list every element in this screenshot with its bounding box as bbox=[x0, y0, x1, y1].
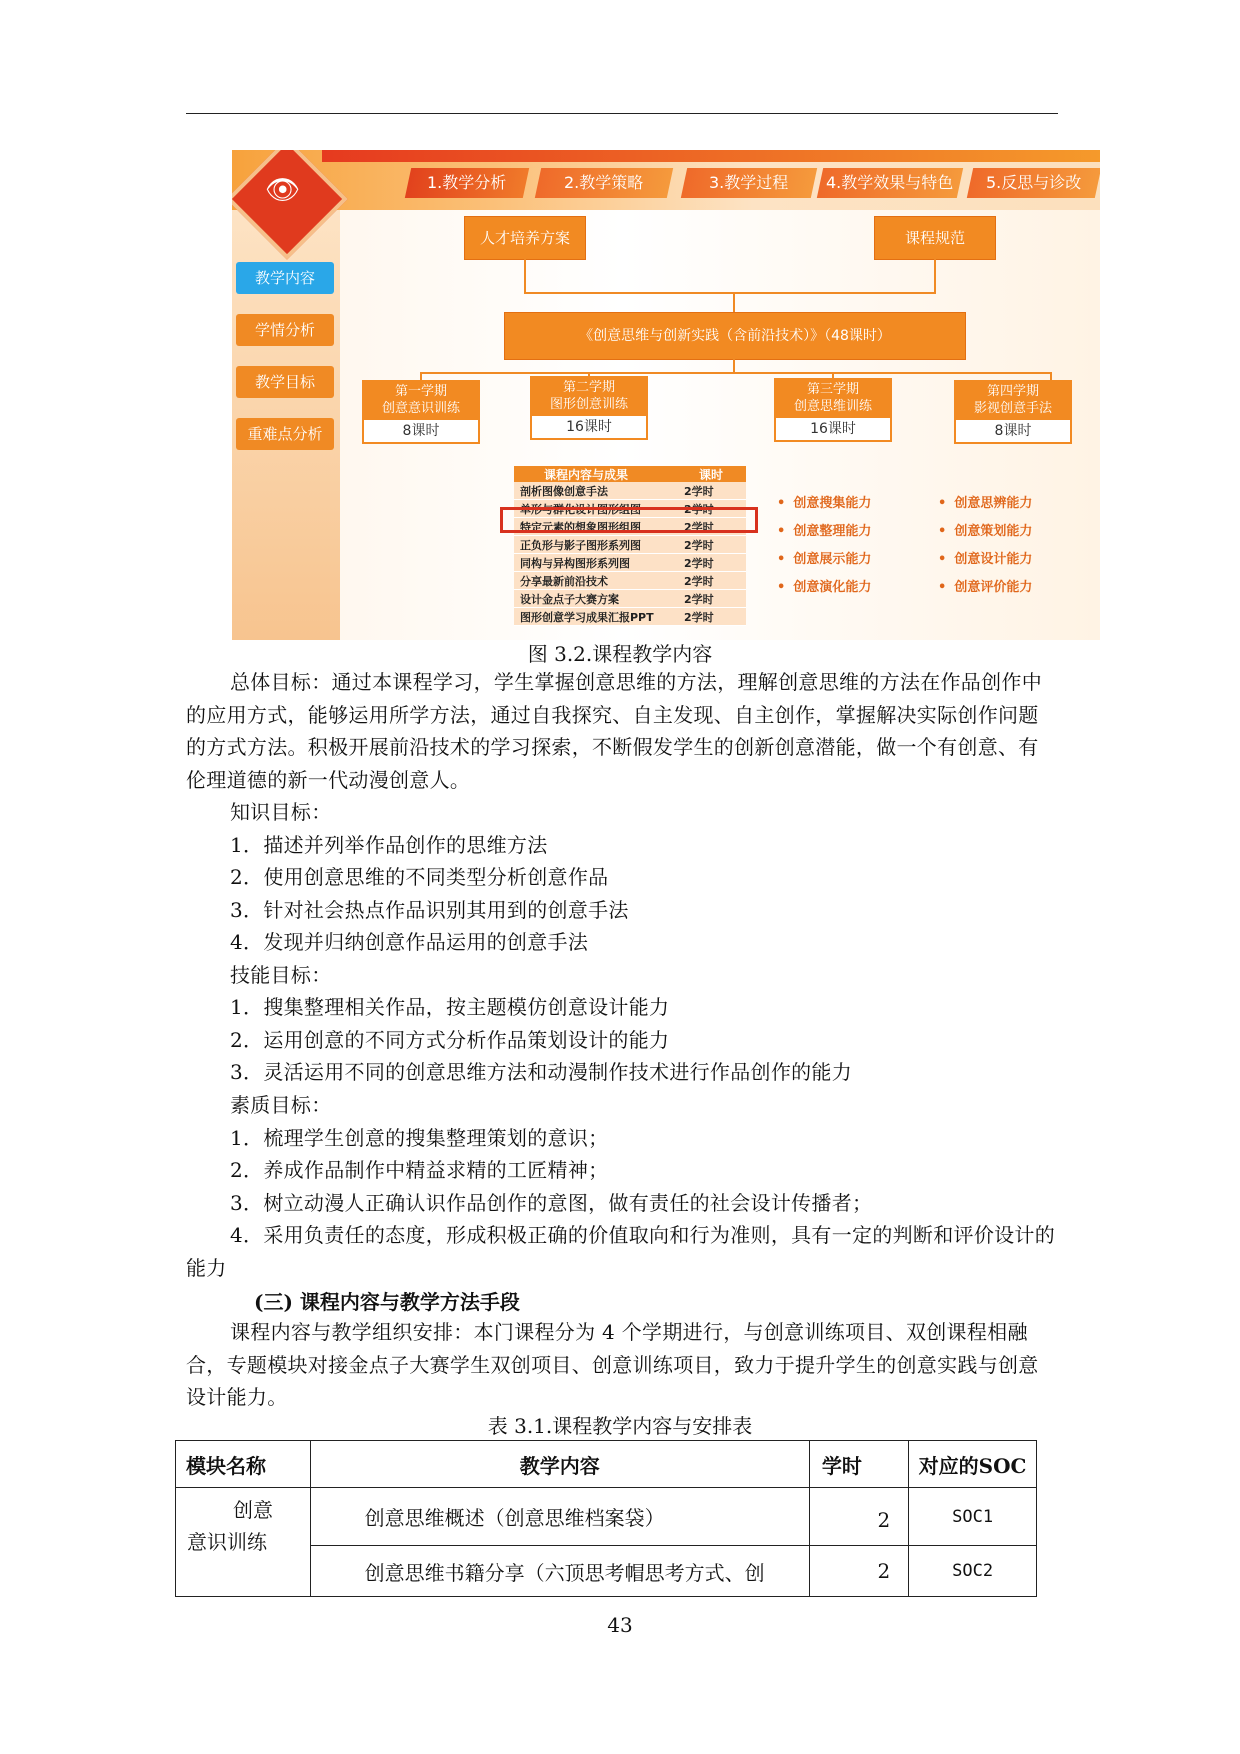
ability-item: • 创意策划能力 bbox=[938, 520, 1032, 539]
list-item: 1．搜集整理相关作品，按主题模仿创意设计能力 bbox=[230, 995, 670, 1019]
ability-item: • 创意搜集能力 bbox=[777, 492, 871, 511]
content-row: 设计金点子大赛方案 2学时 bbox=[514, 590, 746, 608]
section-heading: (三) 课程内容与教学方法手段 bbox=[254, 1290, 520, 1314]
col-soc: 对应的SOC bbox=[909, 1441, 1037, 1488]
connector bbox=[733, 292, 735, 312]
side-button-teaching-goals[interactable]: 教学目标 bbox=[236, 366, 334, 398]
list-item: 3．针对社会热点作品识别其用到的创意手法 bbox=[230, 898, 629, 922]
semester-4: 第四学期 影视创意手法 8课时 bbox=[954, 380, 1072, 446]
content-row: 剖析图像创意手法 2学时 bbox=[514, 482, 746, 500]
content-row: 正负形与影子图形系列图 2学时 bbox=[514, 536, 746, 554]
connector bbox=[524, 258, 526, 292]
tab-reflection[interactable]: 5.反思与诊改 bbox=[967, 168, 1100, 198]
course-table bbox=[175, 1440, 1037, 1597]
table-caption: 表 3.1.课程教学内容与安排表 bbox=[487, 1414, 753, 1438]
content-cell: 创意思维书籍分享（六顶思考帽思考方式、创 bbox=[310, 1546, 809, 1597]
list-item: 3．树立动漫人正确认识作品创作的意图，做有责任的社会设计传播者； bbox=[230, 1191, 873, 1215]
connector bbox=[420, 372, 1052, 374]
content-row: 图形创意学习成果汇报PPT 2学时 bbox=[514, 608, 746, 626]
table-row bbox=[176, 1488, 1037, 1546]
quality-heading: 素质目标： bbox=[230, 1093, 332, 1117]
content-row: 单形与群化设计图形组图 2学时 bbox=[514, 500, 746, 518]
eye-icon: 👁 bbox=[265, 173, 301, 206]
tab-teaching-strategy[interactable]: 2.教学策略 bbox=[535, 168, 673, 198]
course-title-box: 《创意思维与创新实践（含前沿技术）》（48课时） bbox=[504, 312, 966, 360]
list-item: 2．养成作品制作中精益求精的工匠精神； bbox=[230, 1158, 609, 1182]
ability-item: • 创意整理能力 bbox=[777, 520, 871, 539]
overall-goal-paragraph: 总体目标：通过本课程学习，学生掌握创意思维的方法，理解创意思维的方法在作品创作中的应用方式，能够运用所学方法，通过自我探究、自主发现、自主创作，掌握解决实际创作问题的方式方法。积极开展前沿技术的学习探索，不断假发学生的创新创意潜能，做一个有创意、有伦理道德的新一代动漫创意人。 bbox=[186, 670, 1042, 792]
list-item: 1．梳理学生创意的搜集整理策划的意识； bbox=[230, 1126, 609, 1150]
semester-1: 第一学期 创意意识训练 8课时 bbox=[362, 380, 480, 446]
page-number: 43 bbox=[607, 1613, 633, 1637]
content-row: 同构与异构图形系列图 2学时 bbox=[514, 554, 746, 572]
content-table: 课程内容与成果 课时 剖析图像创意手法 2学时 单形与群化设计图形组图 2学时 特定元素的想象图形组图 2学时 正负形与影子图形系列图 2学时 同构与异构图形系列图 2学时 分享最新前沿技术 2学时 设计金点子大赛方案 2学时 图形创意学习成果汇报PPT 2学时 bbox=[514, 466, 746, 626]
col-content: 教学内容 bbox=[310, 1441, 809, 1488]
tab-teaching-analysis[interactable]: 1.教学分析 bbox=[405, 168, 529, 198]
table-header-row bbox=[176, 1441, 1037, 1488]
course-content-figure bbox=[232, 150, 1100, 640]
ability-item: • 创意演化能力 bbox=[777, 576, 871, 595]
skill-heading: 技能目标： bbox=[230, 963, 332, 987]
list-item: 2．使用创意思维的不同类型分析创意作品 bbox=[230, 865, 609, 889]
side-button-key-points[interactable]: 重难点分析 bbox=[236, 418, 334, 450]
arrangement-paragraph: 课程内容与教学组织安排：本门课程分为 4 个学期进行，与创意训练项目、双创课程相融合，专题模块对接金点子大赛学生双创项目、创意训练项目，致力于提升学生的创意实践与创意设计能力。 bbox=[186, 1320, 1039, 1410]
ability-item: • 创意评价能力 bbox=[938, 576, 1032, 595]
list-item: 4．发现并归纳创意作品运用的创意手法 bbox=[230, 930, 589, 954]
hours-cell: 2 bbox=[809, 1488, 908, 1546]
side-button-teaching-content[interactable]: 教学内容 bbox=[236, 262, 334, 294]
hours-cell: 2 bbox=[809, 1546, 908, 1597]
highlight-box bbox=[500, 507, 758, 533]
connector bbox=[524, 292, 936, 294]
ability-item: • 创意设计能力 bbox=[938, 548, 1032, 567]
module-cell: 创意 意识训练 bbox=[176, 1488, 311, 1597]
soc-cell: SOC1 bbox=[909, 1488, 1037, 1546]
soc-cell: SOC2 bbox=[909, 1546, 1037, 1597]
header-rule bbox=[186, 113, 1058, 114]
ability-item: • 创意思辨能力 bbox=[938, 492, 1032, 511]
quality-item-4: 4．采用负责任的态度，形成积极正确的价值取向和行为准则，具有一定的判断和评价设计的能力 bbox=[186, 1223, 1056, 1280]
list-item: 2．运用创意的不同方式分析作品策划设计的能力 bbox=[230, 1028, 670, 1052]
tab-teaching-effect[interactable]: 4.教学效果与特色 bbox=[817, 168, 963, 198]
tab-teaching-process[interactable]: 3.教学过程 bbox=[681, 168, 817, 198]
side-button-learner-analysis[interactable]: 学情分析 bbox=[236, 314, 334, 346]
semester-2: 第二学期 图形创意训练 16课时 bbox=[530, 376, 648, 442]
content-row: 分享最新前沿技术 2学时 bbox=[514, 572, 746, 590]
col-hours: 学时 bbox=[809, 1441, 908, 1488]
connector bbox=[733, 358, 735, 372]
connector bbox=[934, 258, 936, 292]
semester-3: 第三学期 创意思维训练 16课时 bbox=[774, 378, 892, 444]
course-spec-box: 课程规范 bbox=[874, 216, 996, 260]
list-item: 3．灵活运用不同的创意思维方法和动漫制作技术进行作品创作的能力 bbox=[230, 1060, 853, 1084]
list-item: 1．描述并列举作品创作的思维方法 bbox=[230, 833, 548, 857]
content-row: 特定元素的想象图形组图 2学时 bbox=[514, 518, 746, 536]
knowledge-heading: 知识目标： bbox=[230, 800, 332, 824]
talent-plan-box: 人才培养方案 bbox=[464, 216, 586, 260]
content-cell: 创意思维概述（创意思维档案袋） bbox=[310, 1488, 809, 1546]
figure-caption: 图 3.2.课程教学内容 bbox=[527, 642, 713, 666]
col-module: 模块名称 bbox=[176, 1441, 311, 1488]
ability-item: • 创意展示能力 bbox=[777, 548, 871, 567]
